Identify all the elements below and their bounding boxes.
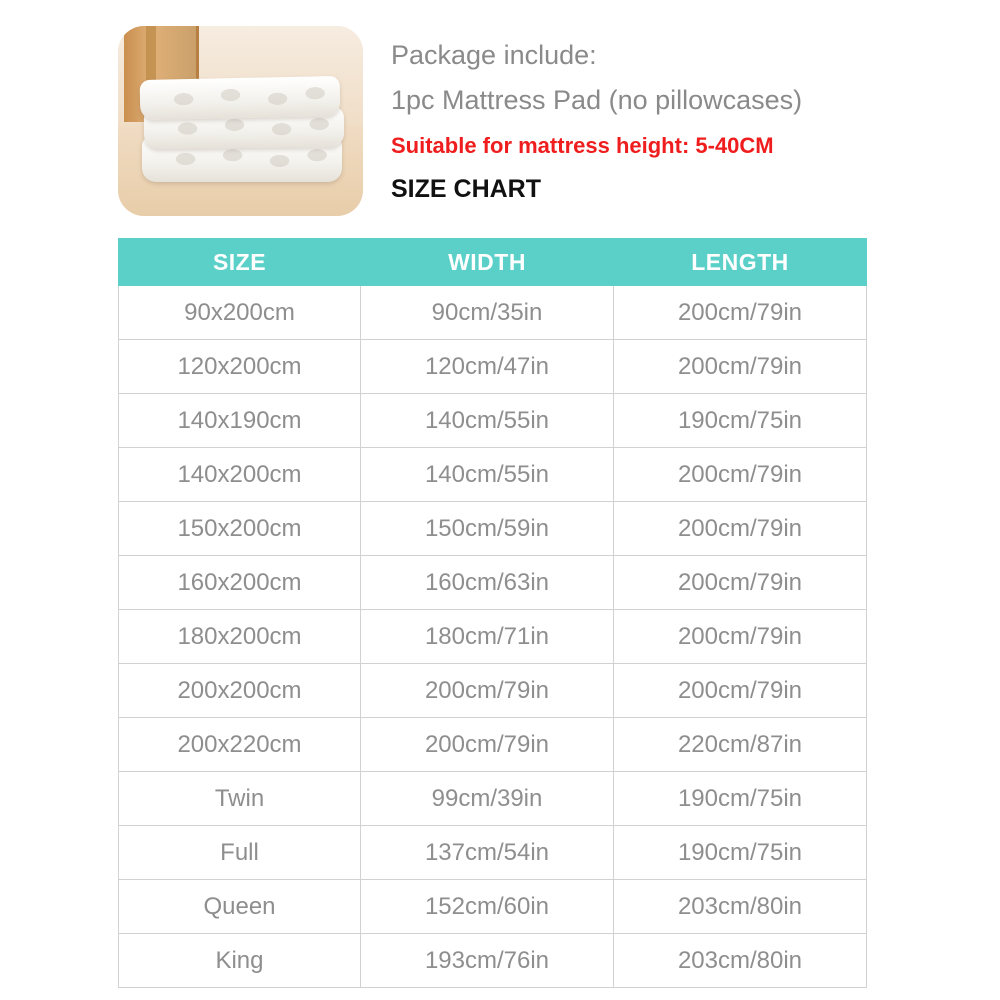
cell-length: 200cm/79in — [614, 286, 867, 340]
cell-size: 140x190cm — [119, 394, 361, 448]
package-include-label: Package include: — [391, 40, 597, 70]
header-text-block — [391, 26, 802, 205]
cell-length: 190cm/75in — [614, 826, 867, 880]
cell-length: 220cm/87in — [614, 718, 867, 772]
cell-length: 200cm/79in — [614, 340, 867, 394]
cell-width: 140cm/55in — [361, 448, 614, 502]
cell-width: 180cm/71in — [361, 610, 614, 664]
folded-mattress-pad — [140, 78, 345, 186]
column-header-width: WIDTH — [361, 239, 614, 286]
cell-width: 200cm/79in — [361, 664, 614, 718]
size-chart-title: SIZE CHART — [391, 174, 541, 203]
cell-width: 140cm/55in — [361, 394, 614, 448]
table-row — [119, 502, 867, 556]
cell-size: 150x200cm — [119, 502, 361, 556]
size-table-container — [118, 238, 866, 988]
cell-size: Full — [119, 826, 361, 880]
cell-length: 190cm/75in — [614, 394, 867, 448]
cell-width: 90cm/35in — [361, 286, 614, 340]
table-header-row — [119, 239, 867, 286]
cell-length: 200cm/79in — [614, 448, 867, 502]
table-row — [119, 772, 867, 826]
cell-width: 150cm/59in — [361, 502, 614, 556]
cell-length: 200cm/79in — [614, 664, 867, 718]
cell-size: Queen — [119, 880, 361, 934]
cell-length: 200cm/79in — [614, 556, 867, 610]
cell-size: Twin — [119, 772, 361, 826]
cell-size: 120x200cm — [119, 340, 361, 394]
cell-size: King — [119, 934, 361, 988]
table-row — [119, 286, 867, 340]
cell-width: 200cm/79in — [361, 718, 614, 772]
table-row — [119, 610, 867, 664]
cell-length: 203cm/80in — [614, 934, 867, 988]
table-row — [119, 826, 867, 880]
table-row — [119, 340, 867, 394]
cell-width: 160cm/63in — [361, 556, 614, 610]
cell-width: 152cm/60in — [361, 880, 614, 934]
table-row — [119, 880, 867, 934]
package-contents-text: 1pc Mattress Pad (no pillowcases) — [391, 85, 803, 116]
cell-width: 99cm/39in — [361, 772, 614, 826]
column-header-length: LENGTH — [614, 239, 867, 286]
pad-layer-top — [140, 76, 341, 120]
suitable-height-note: Suitable for mattress height: 5-40CM — [391, 133, 774, 159]
cell-size: 140x200cm — [119, 448, 361, 502]
cell-length: 200cm/79in — [614, 610, 867, 664]
cell-length: 200cm/79in — [614, 502, 867, 556]
cell-length: 190cm/75in — [614, 772, 867, 826]
size-table — [118, 238, 867, 988]
table-row — [119, 556, 867, 610]
table-row — [119, 934, 867, 988]
cell-width: 137cm/54in — [361, 826, 614, 880]
quilt-pattern-icon — [146, 80, 335, 116]
cell-size: 180x200cm — [119, 610, 361, 664]
cell-size: 200x220cm — [119, 718, 361, 772]
product-photo — [118, 26, 363, 216]
header-section — [118, 26, 878, 221]
table-row — [119, 394, 867, 448]
cell-size: 90x200cm — [119, 286, 361, 340]
table-row — [119, 448, 867, 502]
table-row — [119, 664, 867, 718]
table-row — [119, 718, 867, 772]
table-header — [119, 239, 867, 286]
column-header-size: SIZE — [119, 239, 361, 286]
cell-width: 120cm/47in — [361, 340, 614, 394]
cell-length: 203cm/80in — [614, 880, 867, 934]
cell-size: 160x200cm — [119, 556, 361, 610]
cell-width: 193cm/76in — [361, 934, 614, 988]
table-body — [119, 286, 867, 988]
cell-size: 200x200cm — [119, 664, 361, 718]
